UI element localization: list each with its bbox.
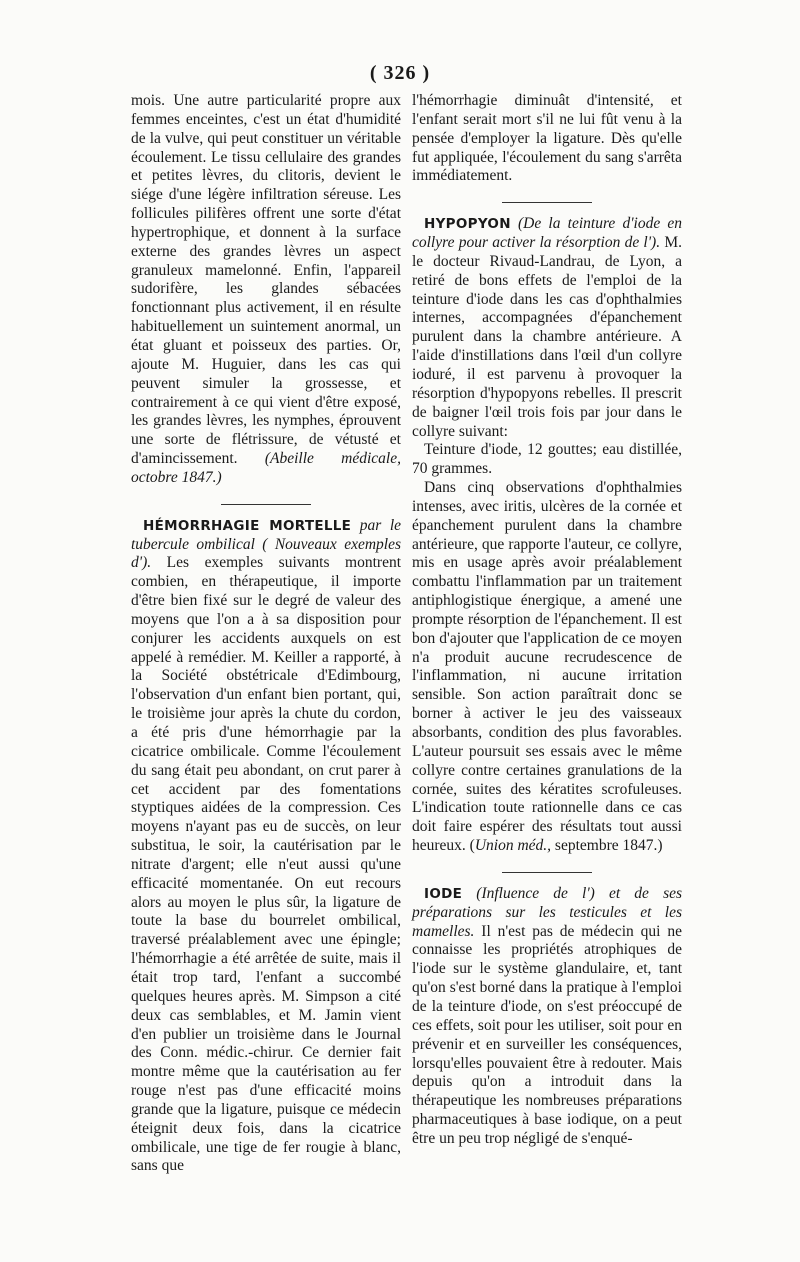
article-title: HÉMORRHAGIE MORTELLE	[143, 517, 352, 534]
article-subtitle: par le tubercule ombilical ( Nouveaux exemples d').	[131, 516, 401, 572]
article-body: Les exemples suivants montrent combien, en thérapeutique, il importe d'être bien fixé sur le degré de valeur des moyens que l'on a à sa disposition pour conjurer les accidents auxquels on est appelé à remédier. M. Keiller a rapporté, à la Société obstétricale d'Edimbourg, l'observation d'un enfant bien portant, qui, le troisième jour après la chute du cordon, a été pris d'une hémorrhagie par la cicatrice ombilicale. Comme l'écoulement du sang était peu abondant, on crut parer à cet accident par des fomentations styptiques aidées de la compression. Ces moyens n'ayant pas eu de succès, on leur substitua, le soir, la cautérisation par le nitrate d'argent; elle n'eut aussi qu'une efficacité momentanée. On eut recours alors au moyen le plus sûr, la ligature de toute la base du bourrelet ombilical, traversé préalablement avec une épingle; l'hémorrhagie a été arrêtée de suite, mais il était trop tard, l'enfant a succombé quelques heures après. M. Simpson a cité deux cas semblables, et M. Jamin vient d'en publier un troisième dans le Journal des Conn. médic.-chirur. Ce dernier fait montre même que la cautérisation au fer rouge n'est pas d'une efficacité moins grande que la ligature, puisque ce médecin éteignit deux fois, dans la cicatrice ombilicale, une tige de fer rougie à blanc, sans que	[131, 554, 402, 1175]
article-title: HYPOPYON	[424, 216, 511, 233]
left-column	[131, 92, 401, 1176]
article-hypopyon	[412, 215, 682, 441]
article-body-continued	[412, 479, 682, 856]
source-bracket: (	[469, 837, 475, 855]
article-divider	[502, 202, 592, 203]
paragraph-text: Dans cinq observations d'ophthalmies intenses, avec iritis, ulcères de la cornée et épanchement purulent dans la chambre antérieure, que rapporte l'auteur, ce collyre, mis en usage après avoir préalablement combattu l'inflammation par un traitement antiphlogistique énergique, a amené une prompte résorption de l'épanchement. Il est bon d'ajouter que l'application de ce moyen n'a produit aucune recrudescence de l'inflammation, ni aucune irritation sensible. Son action paraîtrait donc se borner à activer le jeu des vaisseaux absorbants, condition des plus favorables. L'auteur poursuit ses essais avec le même collyre contre certaines granulations de la cornée, suites des kératites scrofuleuses. L'indication toute rationnelle dans ce cas doit faire espérer des résultats tout aussi heureux.	[412, 479, 682, 855]
article-source: (Abeille médicale, octobre 1847.)	[131, 450, 401, 486]
article-source: Union méd.,	[474, 837, 552, 855]
article-hemorrhagie	[131, 517, 401, 1177]
article-continuation-text	[412, 92, 682, 186]
paragraph-text: mois. Une autre particularité propre aux femmes enceintes, c'est un état d'humidité de la vulve, qui peut constituer un véritable écoulement. Le tissu cellulaire des grandes et petites lèvres, du clitoris, devient le siége d'une légère infiltration séreuse. Les follicules pilifères offrent une sorte d'état hypertrophique, et donnent à la surface externe des grandes lèvres un aspect granuleux mamelonné. Enfin, l'appareil sudorifère, les glandes sébacées fonctionnant plus activement, il en résulte habituellement un suintement anormal, un état gluant et poisseux des parties. Or, ajoute M. Huguier, dans les cas qui peuvent simuler la grossesse, et contrairement à ce qui vient d'être exposé, les grandes lèvres, les nymphes, éprouvent une sorte de flétrissure, de vétusté et d'amincissement.	[131, 92, 401, 468]
article-body: Il n'est pas de médecin qui ne connaisse les propriétés atrophiques de l'iode sur le système glandulaire, et, tant qu'on s'est borné dans la pratique à l'emploi de la teinture d'iode, on s'est préoccupé de ces effets, soit pour les utiliser, soit pour en prévenir et en surveiller les conséquences, lorsqu'elles pouvaient être à redouter. Mais depuis qu'on a introduit dans la thérapeutique les nombreuses préparations pharmaceutiques à base iodique, on a peut être un peu trop négligé de s'enqué-	[412, 922, 682, 1147]
article-continuation-text	[131, 92, 401, 488]
article-title: IODE	[424, 885, 463, 902]
article-body: M. le docteur Rivaud-Landrau, de Lyon, a retiré de bons effets de l'emploi de la teinture d'iode dans les cas d'ophthalmies internes, accompagnées d'épanchement purulent dans la chambre antérieure. A l'aide d'instillations dans l'œil d'un collyre ioduré, il est parvenu à provoquer la résorption d'hypopyons rebelles. Il prescrit de baigner l'œil trois fois par jour dans le collyre suivant:	[412, 234, 682, 440]
article-subtitle: (Influence de l') et de ses préparations sur les testicules et les mamelles.	[412, 884, 683, 940]
article-divider	[221, 504, 311, 505]
page-number: ( 326 )	[369, 62, 431, 84]
source-date: septembre 1847.)	[551, 837, 663, 855]
formula: Teinture d'iode, 12 gouttes; eau distillée, 70 grammes.	[412, 441, 682, 478]
article-divider	[502, 872, 592, 873]
right-column	[412, 92, 682, 1149]
paragraph-text: l'hémorrhagie diminuât d'intensité, et l'enfant serait mort s'il ne lui fût venu à la pensée d'employer la ligature. Dès qu'elle fut appliquée, l'écoulement du sang s'arrêta immédiatement.	[412, 92, 682, 185]
article-iode	[412, 885, 682, 1149]
article-subtitle: (De la teinture d'iode en collyre pour activer la résorption de l').	[412, 215, 683, 252]
